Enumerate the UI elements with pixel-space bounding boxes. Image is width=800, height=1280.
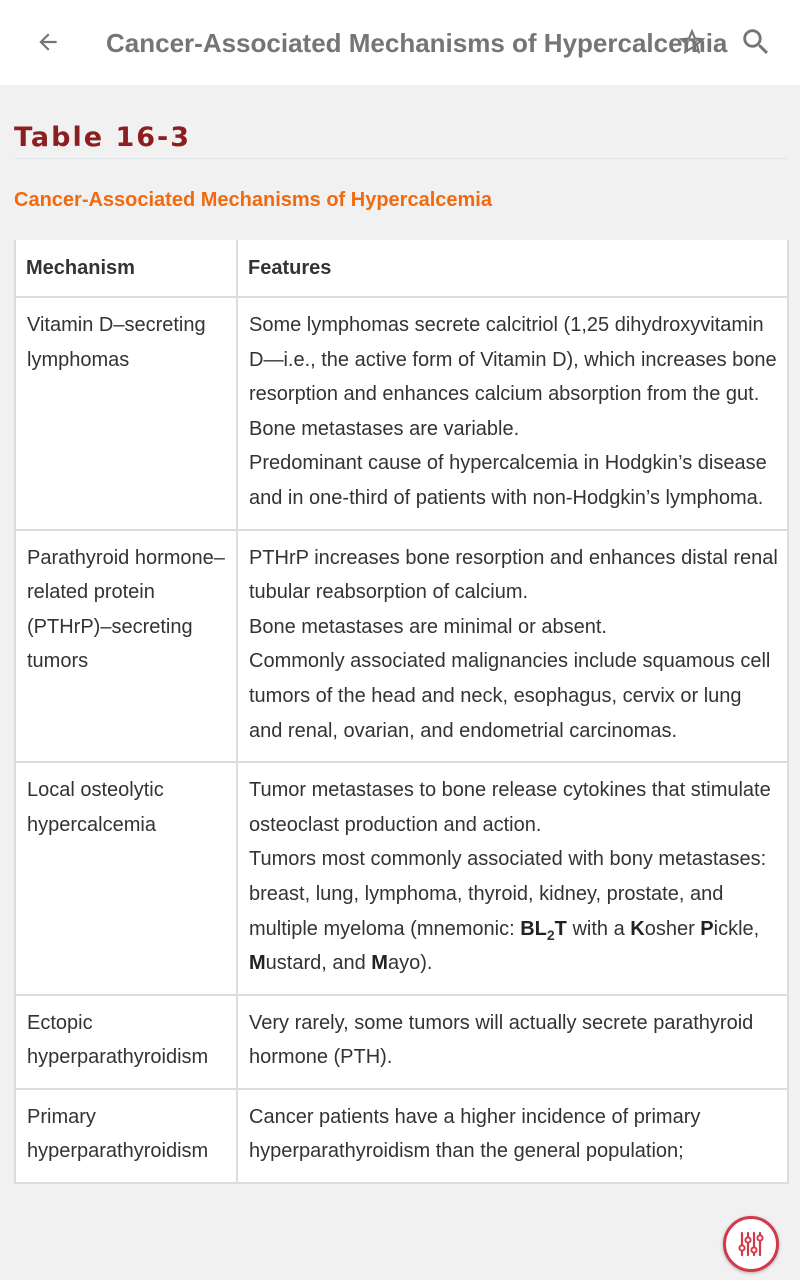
table-row bbox=[15, 995, 788, 1089]
search-icon bbox=[739, 25, 773, 59]
table-row bbox=[15, 530, 788, 763]
feature-text: Commonly associated malignancies include squamous cell tumors of the head and neck, esophagus, cervix or lung and renal, ovarian, and endometrial carcinomas. bbox=[249, 650, 771, 742]
feature-text: Cancer patients have a higher incidence of primary hyperparathyroidism than the general population; bbox=[249, 1105, 701, 1163]
feature-text: Bone metastases are variable. bbox=[249, 417, 520, 440]
table-header-row bbox=[15, 240, 788, 297]
features-cell bbox=[237, 762, 788, 995]
table-row bbox=[15, 762, 788, 995]
mnemonic-text: Tumors most commonly associated with bony metastases: breast, lung, lymphoma, thyroid, kidney, prostate, and multiple myeloma (mnemonic: $BL_2T$ with a Kosher Pickle, Mustard, and Mayo). bbox=[249, 848, 767, 975]
column-header-mechanism: Mechanism bbox=[15, 240, 237, 297]
divider bbox=[14, 158, 788, 159]
mechanism-cell: Parathyroid hormone–related protein (PTHrP)–secreting tumors bbox=[15, 530, 237, 763]
mechanism-cell: Ectopic hyperparathyroidism bbox=[15, 995, 237, 1089]
table-title: Cancer-Associated Mechanisms of Hypercalcemia bbox=[14, 189, 492, 211]
feature-text: Predominant cause of hypercalcemia in Hodgkin’s disease and in one-third of patients with non-Hodgkin’s lymphoma. bbox=[249, 452, 767, 509]
arrow-left-icon bbox=[35, 29, 61, 55]
features-cell bbox=[237, 530, 788, 763]
page-title: Cancer-Associated Mechanisms of Hypercalcemia bbox=[106, 28, 728, 58]
column-header-features: Features bbox=[237, 240, 788, 297]
search-button[interactable] bbox=[736, 22, 776, 62]
mechanism-cell: Vitamin D–secreting lymphomas bbox=[15, 297, 237, 530]
features-cell bbox=[237, 297, 788, 530]
feature-text: Bone metastases are minimal or absent. bbox=[249, 615, 607, 638]
feature-text: Very rarely, some tumors will actually secrete parathyroid hormone (PTH). bbox=[249, 1011, 754, 1069]
feature-text: Some lymphomas secrete calcitriol (1,25 dihydroxyvitamin D—i.e., the active form of Vitamin D), which increases bone resorption and enhances calcium absorption from the gut. bbox=[249, 314, 777, 406]
feature-text: PTHrP increases bone resorption and enhances distal renal tubular reabsorption of calcium. bbox=[249, 546, 778, 604]
table-label: Table 16-3 bbox=[14, 122, 192, 153]
table-row bbox=[15, 297, 788, 530]
features-cell bbox=[237, 995, 788, 1089]
mechanisms-table bbox=[14, 240, 787, 1184]
bookmark-button[interactable] bbox=[672, 22, 712, 62]
settings-fab[interactable] bbox=[723, 1216, 779, 1272]
app-bar bbox=[0, 0, 800, 85]
mechanism-cell: Local osteolytic hypercalcemia bbox=[15, 762, 237, 995]
table-row bbox=[15, 1089, 788, 1183]
back-button[interactable] bbox=[28, 22, 68, 62]
star-outline-icon bbox=[676, 26, 708, 58]
mechanism-cell: Primary hyperparathyroidism bbox=[15, 1089, 237, 1183]
feature-text: Tumor metastases to bone release cytokines that stimulate osteoclast production and action. bbox=[249, 779, 771, 836]
sliders-icon bbox=[734, 1227, 768, 1261]
features-cell bbox=[237, 1089, 788, 1183]
